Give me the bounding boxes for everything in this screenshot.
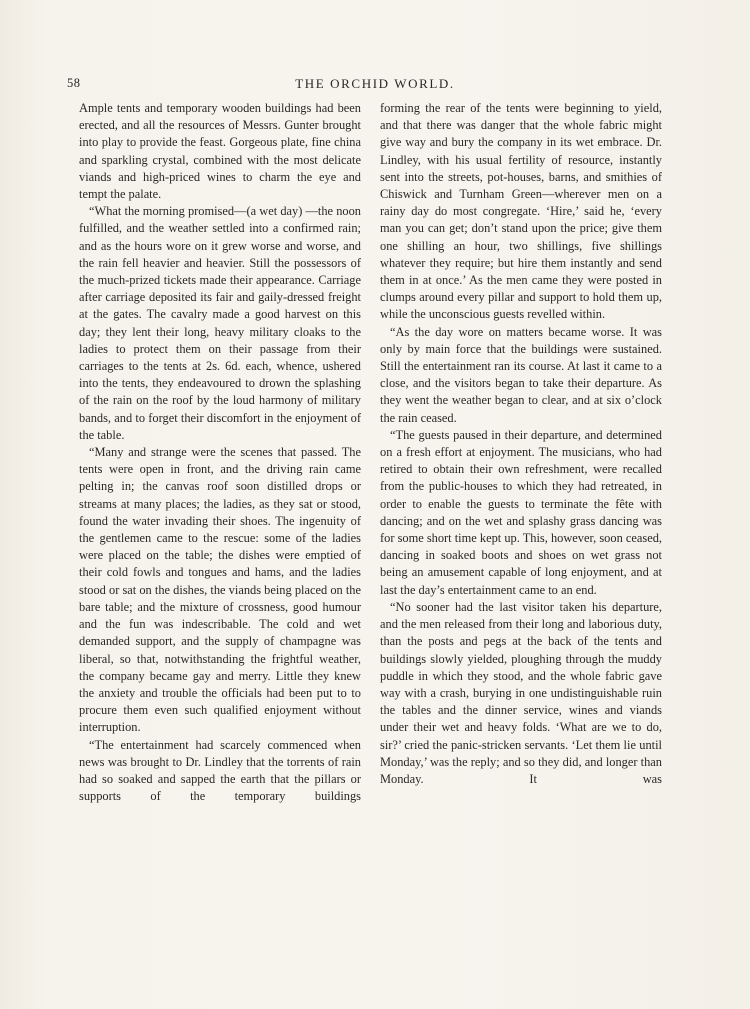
- paragraph: “As the day wore on matters became worse. It was only by main force that the buildings were sustained. Still the entertainment ran its course. At last it came to a close, and the visitors began to take their departure. As they went the weather began to clear, and at six o’clock the rain ceased.: [380, 324, 662, 425]
- running-title: THE ORCHID WORLD.: [295, 76, 455, 91]
- right-column: [380, 100, 662, 788]
- paragraph: “The guests paused in their departure, and determined on a fresh effort at enjoyment. The musicians, who had retired to obtain their own refreshment, were recalled from the public-houses to which they had retreated, in order to enable the guests to terminate the fête with dancing; and on the wet and splashy grass dancing was for some short time kept up. This, however, soon ceased, dancing in soaked boots and shoes on wet grass not being an amusement capable of long enjoyment, and at last the day’s entertainment came to an end.: [380, 427, 662, 597]
- paragraph: “Many and strange were the scenes that passed. The tents were open in front, and the driving rain came pelting in; the canvas roof soon distilled drops or streams at many places; the ladies, as they sat or stood, found the water invading their shoes. The ingenuity of the gentlemen came to the rescue: some of the ladies were placed on the table; the dishes were emptied of their cold fowls and tongues and hams, and the ladies stood or sat on the dishes, the viands being placed on the bare table; and the mixture of crossness, good humour and the fun was indescribable. The cold and wet demanded support, and the supply of champagne was liberal, so that, notwithstanding the frightful weather, the company became gay and merry. Little they knew the anxiety and trouble the officials had been put to to procure them even such qualified enjoyment without interruption.: [79, 445, 361, 735]
- paragraph: “What the morning promised—(a wet day) —the noon fulfilled, and the weather settled into a confirmed rain; and as the hours wore on it grew worse and worse, and the rain fell heavier and heavier. Still the possessors of the much-prized tickets made their appearance. Carriage after carriage deposited its fair and gaily-dressed freight at the gates. The cavalry made a good harvest on this day; they lent their long, heavy military cloaks to the ladies to protect them on their passage from their carriages to the tents at 2s. 6d. each, whence, ushered into the tents, they endeavoured to drown the splashing of the rain on the roof by the loud harmony of military bands, and to forget their discomfort in the enjoyment of the table.: [79, 204, 361, 442]
- page-number: 58: [67, 76, 81, 90]
- paragraph: “No sooner had the last visitor taken his departure, and the men released from their long and laborious duty, than the posts and pegs at the back of the tents and buildings slowly yielded, ploughing through the muddy puddle in which they stood, and the whole fabric gave way with a crash, burying in one undistinguishable ruin the tables and the dinner service, wines and viands under their wet and heavy folds. ‘What are we to do, sir?’ cried the panic-stricken servants. ‘Let them lie until Monday,’ was the reply; and so they did, and longer than Monday. It was: [380, 599, 662, 786]
- paragraph: “The entertainment had scarcely commenced when news was brought to Dr. Lindley that the torrents of rain had so soaked and sapped the earth that the pillars or supports of the temporary buildings: [79, 737, 361, 804]
- running-head: [0, 76, 750, 96]
- paragraph: forming the rear of the tents were beginning to yield, and that there was danger that the whole fabric might give way and bury the company in its wet embrace. Dr. Lindley, with his usual fertility of resource, instantly sent into the streets, pot-houses, barns, and smithies of Chiswick and Turnham Green—wherever men on a rainy day do most congregate. ‘Hire,’ said he, ‘every man you can get; don’t stand upon the price; give them one shilling an hour, two shillings, five shillings whatever they require; but hire them instantly and send them in at once.’ As the men came they were posted in clumps around every pillar and support to hold them up, while the unconscious guests revelled within.: [380, 101, 662, 322]
- paragraph: Ample tents and temporary wooden buildings had been erected, and all the resources of Messrs. Gunter brought into play to provide the feast. Gorgeous plate, fine china and sparkling crystal, combined with the most delicate viands and high-priced wines to charm the eye and tempt the palate.: [79, 101, 361, 202]
- left-column: [79, 100, 361, 805]
